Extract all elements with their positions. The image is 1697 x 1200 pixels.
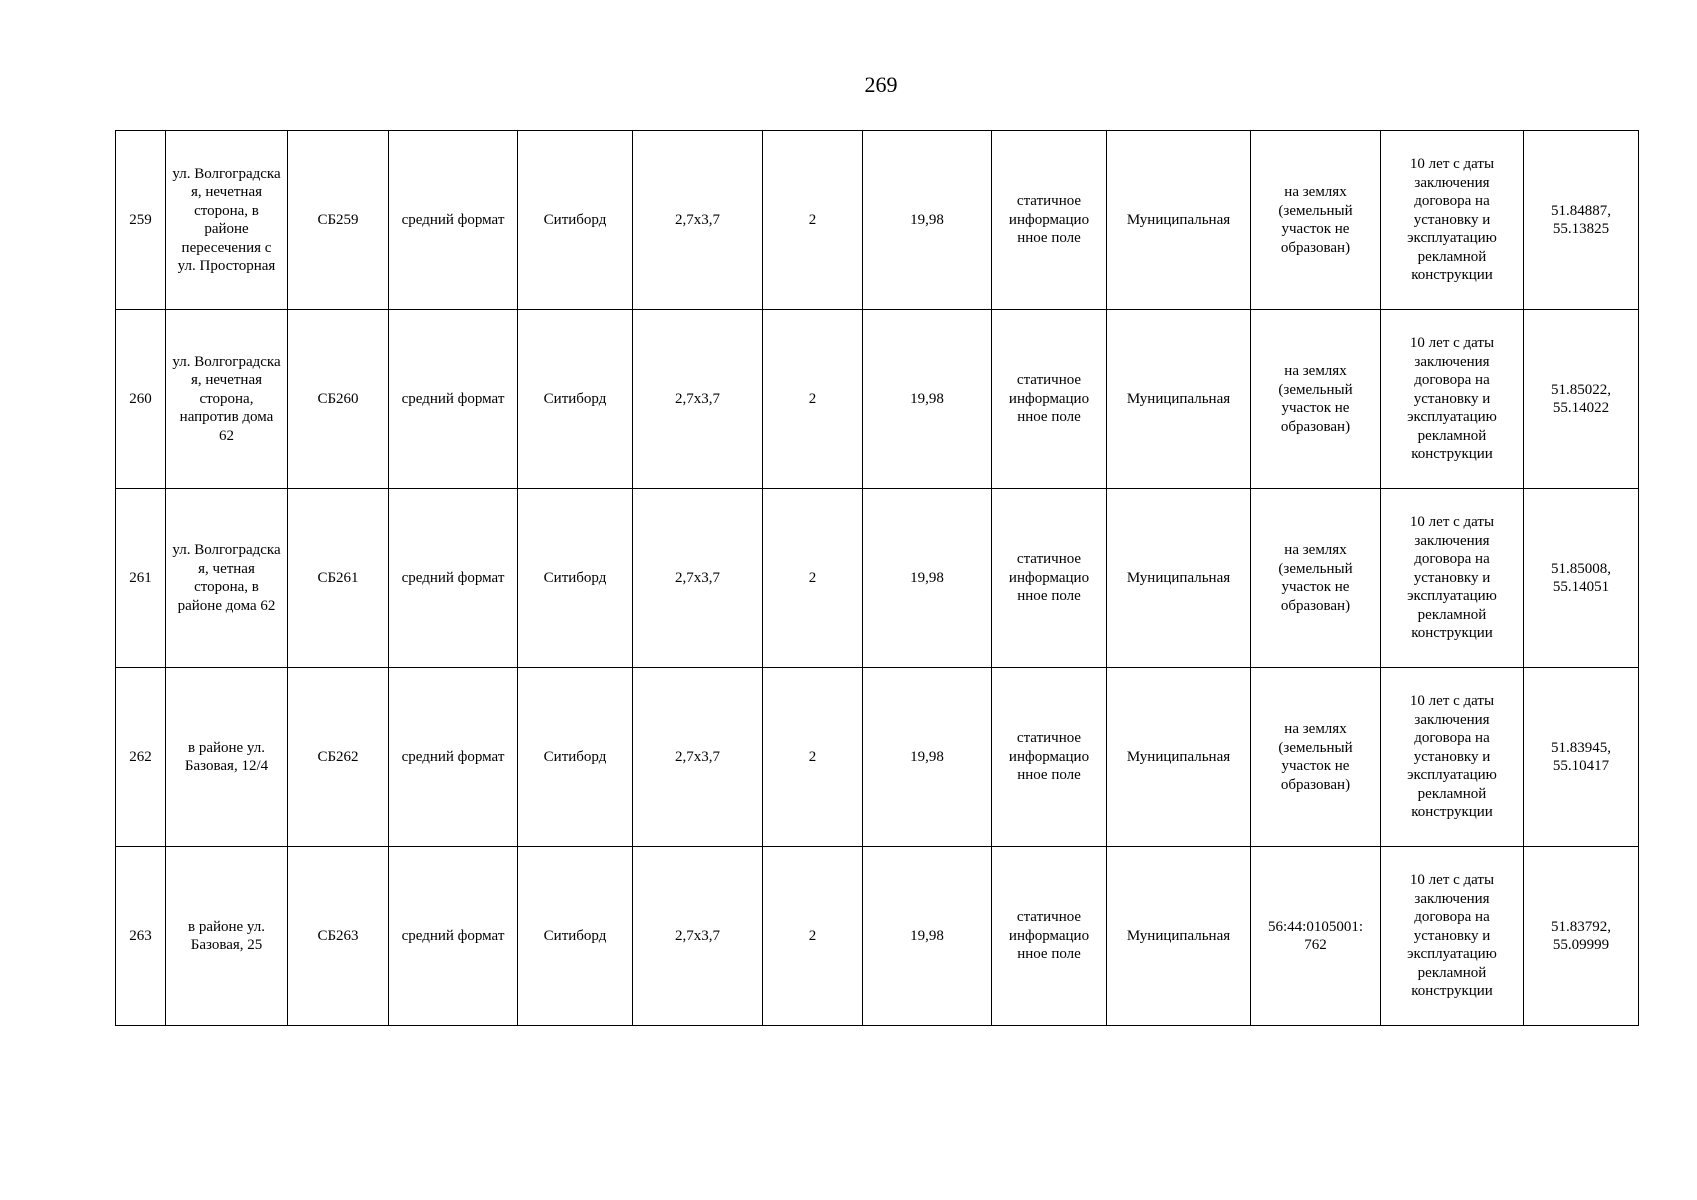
row-number: 261 [116, 489, 166, 668]
format-cell: средний формат [389, 489, 518, 668]
land-cell: на землях (земельный участок не образован) [1251, 668, 1381, 847]
coords-cell: 51.85008, 55.14051 [1524, 489, 1639, 668]
ownership-cell: Муниципальная [1107, 310, 1251, 489]
size-cell: 2,7х3,7 [633, 668, 763, 847]
code-cell: СБ263 [288, 847, 389, 1026]
ownership-cell: Муниципальная [1107, 489, 1251, 668]
area-cell: 19,98 [863, 668, 992, 847]
row-number: 260 [116, 310, 166, 489]
ownership-cell: Муниципальная [1107, 847, 1251, 1026]
address-cell: в районе ул. Базовая, 12/4 [166, 668, 288, 847]
size-cell: 2,7х3,7 [633, 310, 763, 489]
field-cell: статичное информацио нное поле [992, 668, 1107, 847]
format-cell: средний формат [389, 668, 518, 847]
size-cell: 2,7х3,7 [633, 489, 763, 668]
coords-cell: 51.83792, 55.09999 [1524, 847, 1639, 1026]
row-number: 262 [116, 668, 166, 847]
page-number: 269 [864, 72, 898, 97]
type-cell: Ситиборд [518, 310, 633, 489]
coords-cell: 51.85022, 55.14022 [1524, 310, 1639, 489]
code-cell: СБ261 [288, 489, 389, 668]
field-cell: статичное информацио нное поле [992, 131, 1107, 310]
code-cell: СБ262 [288, 668, 389, 847]
row-number: 263 [116, 847, 166, 1026]
land-cell: на землях (земельный участок не образован) [1251, 310, 1381, 489]
advertising-structures-table [115, 130, 1639, 1026]
table-row [116, 131, 1639, 310]
format-cell: средний формат [389, 131, 518, 310]
address-cell: в районе ул. Базовая, 25 [166, 847, 288, 1026]
type-cell: Ситиборд [518, 489, 633, 668]
format-cell: средний формат [389, 310, 518, 489]
type-cell: Ситиборд [518, 131, 633, 310]
land-cell: 56:44:0105001: 762 [1251, 847, 1381, 1026]
term-cell: 10 лет с даты заключения договора на установку и эксплуатацию рекламной конструкции [1381, 489, 1524, 668]
area-cell: 19,98 [863, 131, 992, 310]
land-cell: на землях (земельный участок не образован) [1251, 489, 1381, 668]
row-number: 259 [116, 131, 166, 310]
table-row [116, 668, 1639, 847]
table-row [116, 310, 1639, 489]
size-cell: 2,7х3,7 [633, 847, 763, 1026]
ownership-cell: Муниципальная [1107, 131, 1251, 310]
sides-cell: 2 [763, 847, 863, 1026]
sides-cell: 2 [763, 310, 863, 489]
area-cell: 19,98 [863, 847, 992, 1026]
sides-cell: 2 [763, 489, 863, 668]
table-row [116, 847, 1639, 1026]
table-body [116, 131, 1639, 1026]
address-cell: ул. Волгоградска я, четная сторона, в районе дома 62 [166, 489, 288, 668]
type-cell: Ситиборд [518, 847, 633, 1026]
table-row [116, 489, 1639, 668]
term-cell: 10 лет с даты заключения договора на установку и эксплуатацию рекламной конструкции [1381, 847, 1524, 1026]
address-cell: ул. Волгоградска я, нечетная сторона, в районе пересечения с ул. Просторная [166, 131, 288, 310]
term-cell: 10 лет с даты заключения договора на установку и эксплуатацию рекламной конструкции [1381, 131, 1524, 310]
format-cell: средний формат [389, 847, 518, 1026]
code-cell: СБ259 [288, 131, 389, 310]
coords-cell: 51.83945, 55.10417 [1524, 668, 1639, 847]
term-cell: 10 лет с даты заключения договора на установку и эксплуатацию рекламной конструкции [1381, 310, 1524, 489]
field-cell: статичное информацио нное поле [992, 489, 1107, 668]
type-cell: Ситиборд [518, 668, 633, 847]
ownership-cell: Муниципальная [1107, 668, 1251, 847]
coords-cell: 51.84887, 55.13825 [1524, 131, 1639, 310]
size-cell: 2,7х3,7 [633, 131, 763, 310]
field-cell: статичное информацио нное поле [992, 847, 1107, 1026]
code-cell: СБ260 [288, 310, 389, 489]
term-cell: 10 лет с даты заключения договора на установку и эксплуатацию рекламной конструкции [1381, 668, 1524, 847]
area-cell: 19,98 [863, 310, 992, 489]
area-cell: 19,98 [863, 489, 992, 668]
sides-cell: 2 [763, 131, 863, 310]
address-cell: ул. Волгоградска я, нечетная сторона, напротив дома 62 [166, 310, 288, 489]
field-cell: статичное информацио нное поле [992, 310, 1107, 489]
land-cell: на землях (земельный участок не образован) [1251, 131, 1381, 310]
sides-cell: 2 [763, 668, 863, 847]
